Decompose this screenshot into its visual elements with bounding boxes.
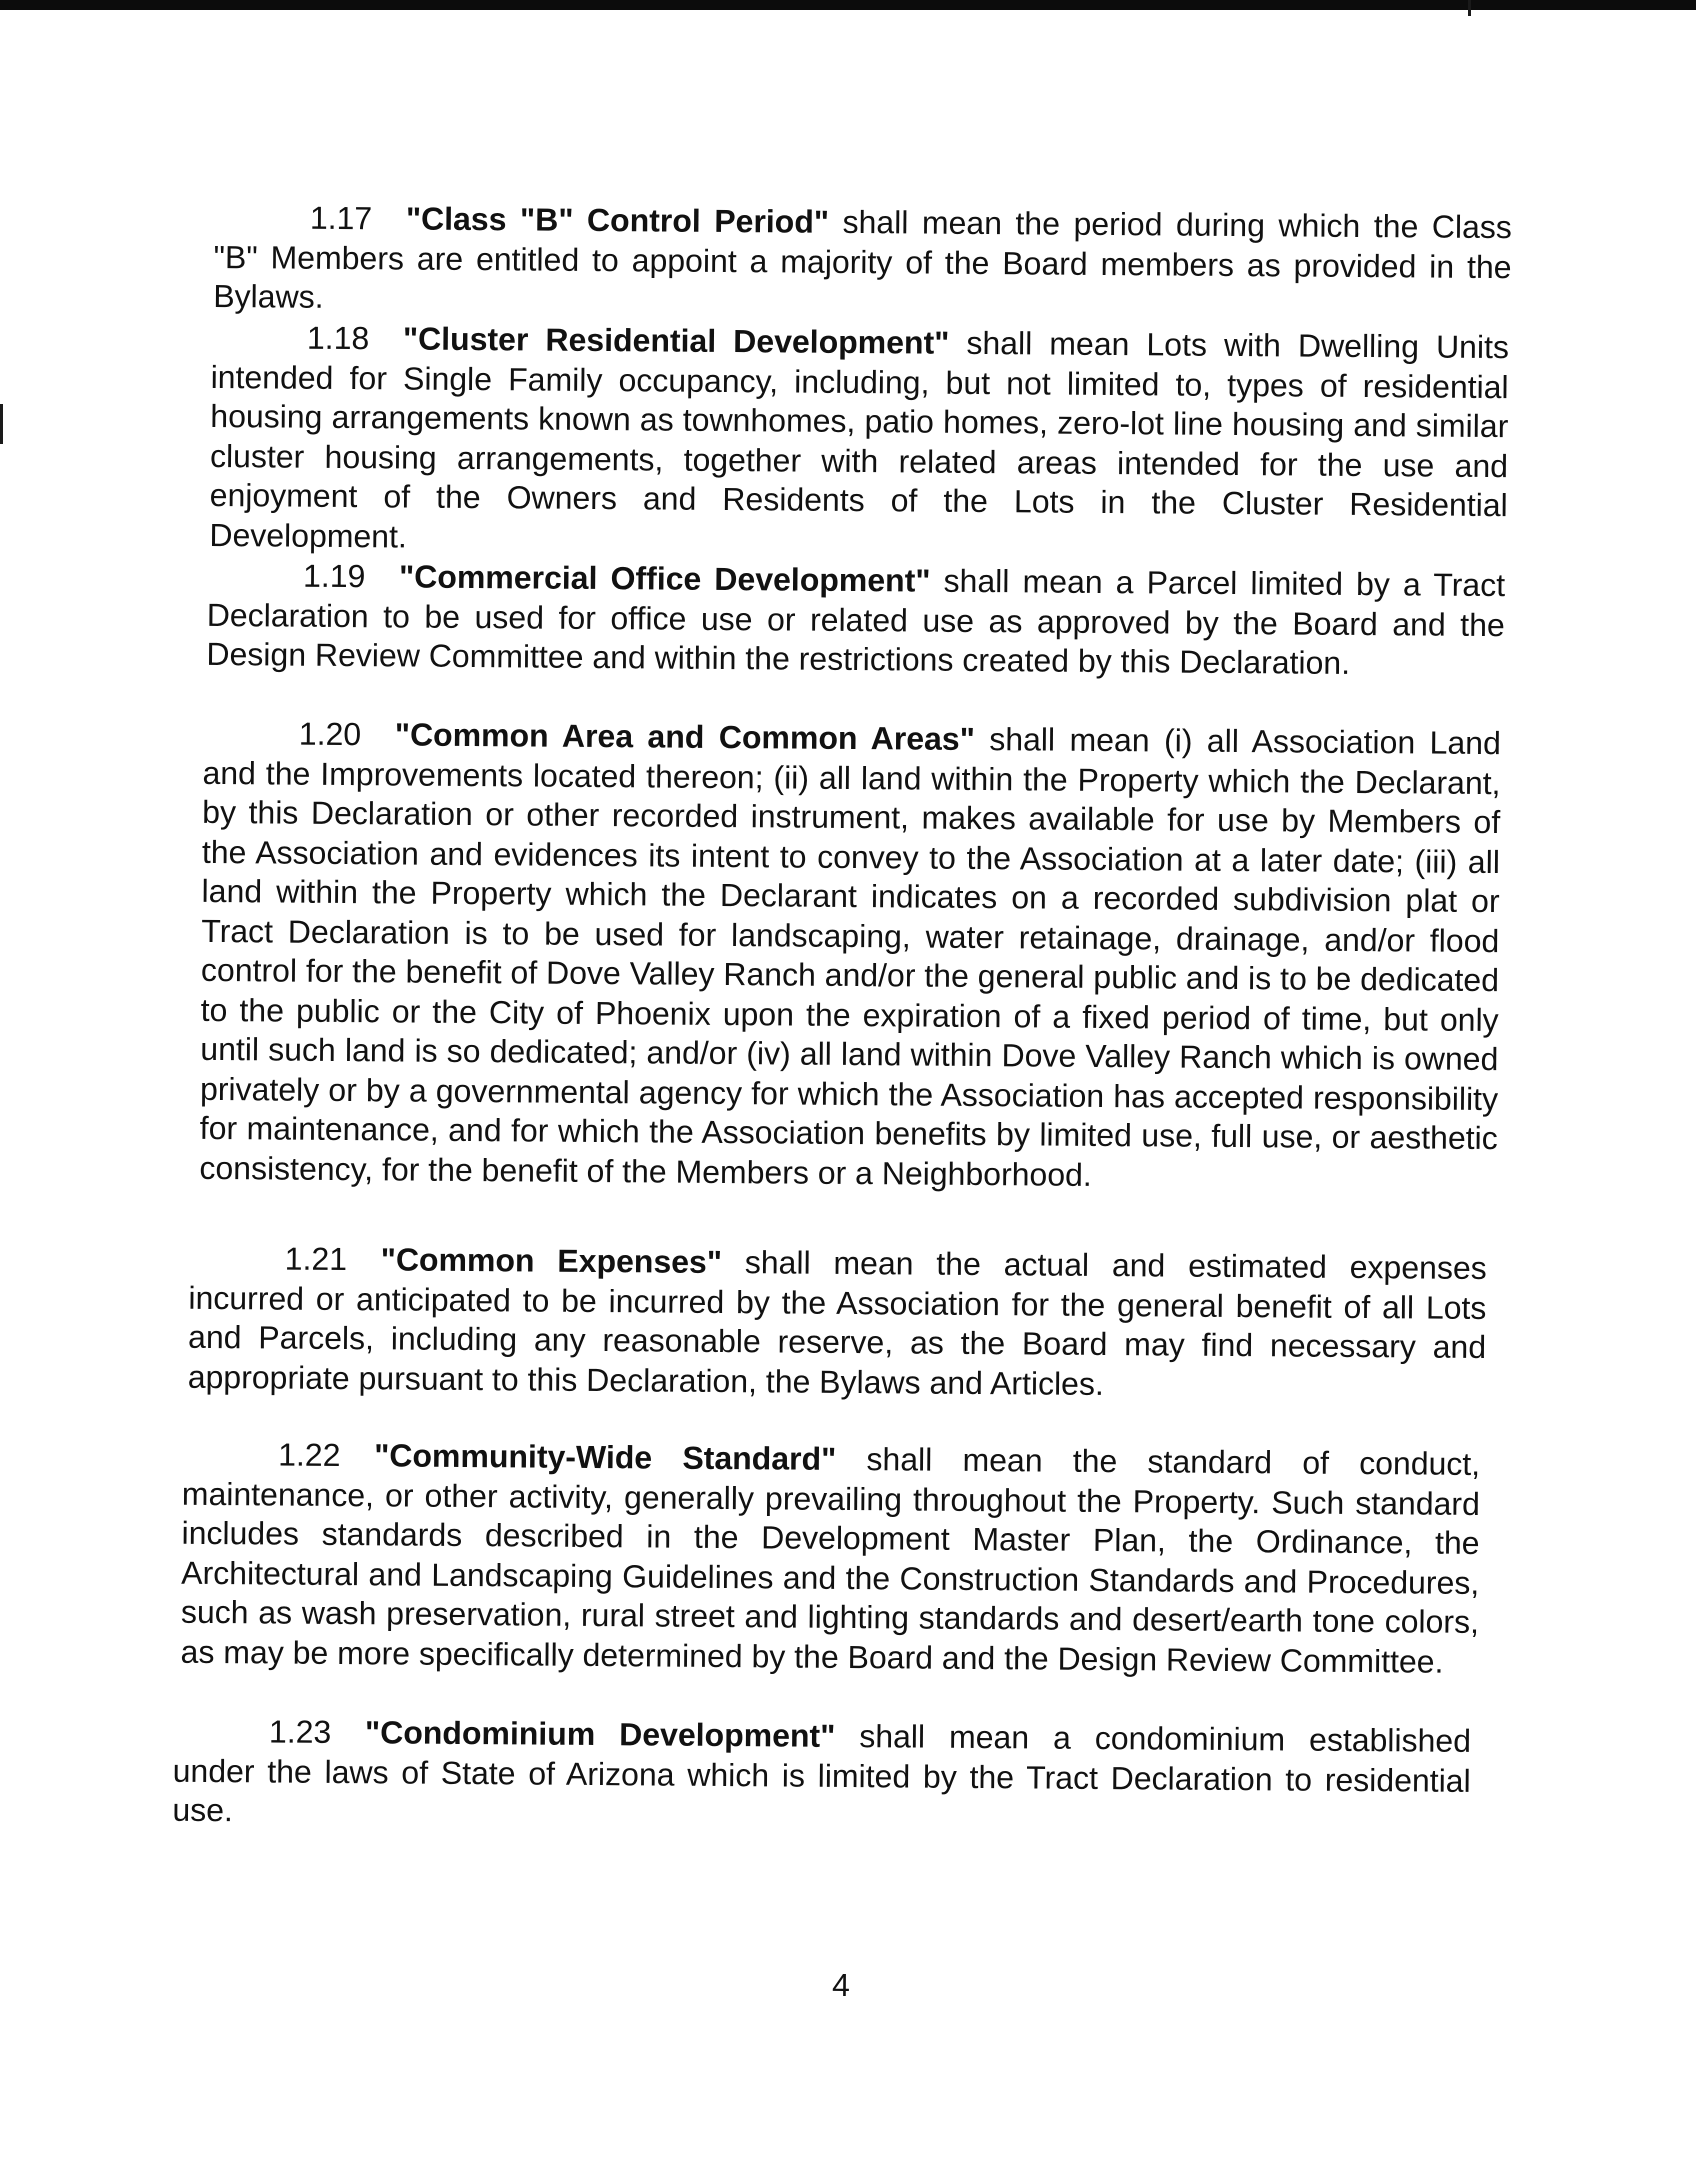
definition-text: shall mean a condominium established under the laws of State of Arizona which is limited by the Tract Declaration to residential use.	[172, 1717, 1472, 1829]
scan-edge-mark	[0, 404, 3, 444]
definition-text: shall mean Lots with Dwelling Units intended for Single Family occupancy, including, but not limited to, types of residential housing arrangements known as townhomes, patio homes, zero-lot line housing and similar cluster housing arrangements, together with related areas intended for the use and enjoyment of the Owners and Residents of the Lots in the Cluster Residential Development.	[209, 324, 1510, 555]
definition-text: shall mean the standard of conduct, maintenance, or other activity, generally prevailing throughout the Property. Such standard includes standards described in the Development Master Plan, the Ordinance, the Architectural and Landscaping Guidelines and the Construction Standards and Procedures, such as wash preservation, rural street and lighting standards and desert/earth tone colors, as may be more specifically determined by the Board and the Design Review Committee.	[180, 1440, 1481, 1680]
definition-1-18	[209, 318, 1509, 565]
definition-number: 1.20	[298, 715, 362, 753]
definition-1-20	[199, 714, 1501, 1198]
definition-term: "Community-Wide Standard"	[374, 1437, 837, 1477]
definition-term: "Commercial Office Development"	[398, 558, 931, 599]
definition-text: shall mean (i) all Association Land and the Improvements located thereon; (ii) all land within the Property which the Declarant, by this Declaration or other recorded instrument, makes available for use by Members of the Association and evidences its intent to convey to the Association at a later date; (iii) all land within the Property which the Declarant indicates on a recorded subdivision plat or Tract Declaration is to be used for landscaping, water retainage, drainage, and/or flood control for the benefit of Dove Valley Ranch and/or the general public and is to be dedicated to the public or the City of Phoenix upon the expiration of a fixed period of time, but only until such land is so dedicated; and/or (iv) all land within Dove Valley Ranch which is owned privately or by a governmental agency for which the Association has accepted responsibility for maintenance, and for which the Association benefits by limited use, full use, or aesthetic consistency, for the benefit of the Members or a Neighborhood.	[199, 720, 1501, 1193]
page-number: 4	[832, 1966, 851, 2004]
definition-number: 1.21	[284, 1240, 348, 1278]
definition-text: shall mean the actual and estimated expenses incurred or anticipated to be incurred by the Association for the general benefit of all Lots and Parcels, including any reasonable reserve, as the Board may find necessary and appropriate pursuant to this Declaration, the Bylaws and Articles.	[187, 1244, 1487, 1402]
definition-term: "Class "B" Control Period"	[405, 200, 830, 240]
definition-term: "Common Expenses"	[380, 1241, 723, 1280]
definition-term: "Common Area and Common Areas"	[394, 716, 976, 757]
definition-1-23	[172, 1712, 1471, 1841]
definition-1-17	[213, 198, 1512, 327]
definition-term: "Condominium Development"	[364, 1714, 836, 1754]
definition-term: "Cluster Residential Development"	[402, 320, 950, 361]
definition-text: shall mean the period during which the Class "B" Members are entitled to appoint a majority of the Board members as provided in the Bylaws.	[213, 203, 1513, 315]
definition-number: 1.19	[302, 557, 366, 595]
definition-number: 1.23	[268, 1713, 332, 1750]
definition-1-22	[180, 1435, 1480, 1682]
definition-1-21	[188, 1239, 1487, 1407]
definition-number: 1.17	[309, 199, 373, 237]
definition-number: 1.22	[278, 1436, 341, 1474]
definition-1-19	[206, 556, 1505, 685]
definition-text: shall mean a Parcel limited by a Tract Declaration to be used for office use or related use as approved by the Board and the Design Review Committee and within the restrictions created by this Declaration.	[206, 562, 1506, 681]
definition-number: 1.18	[306, 319, 370, 357]
